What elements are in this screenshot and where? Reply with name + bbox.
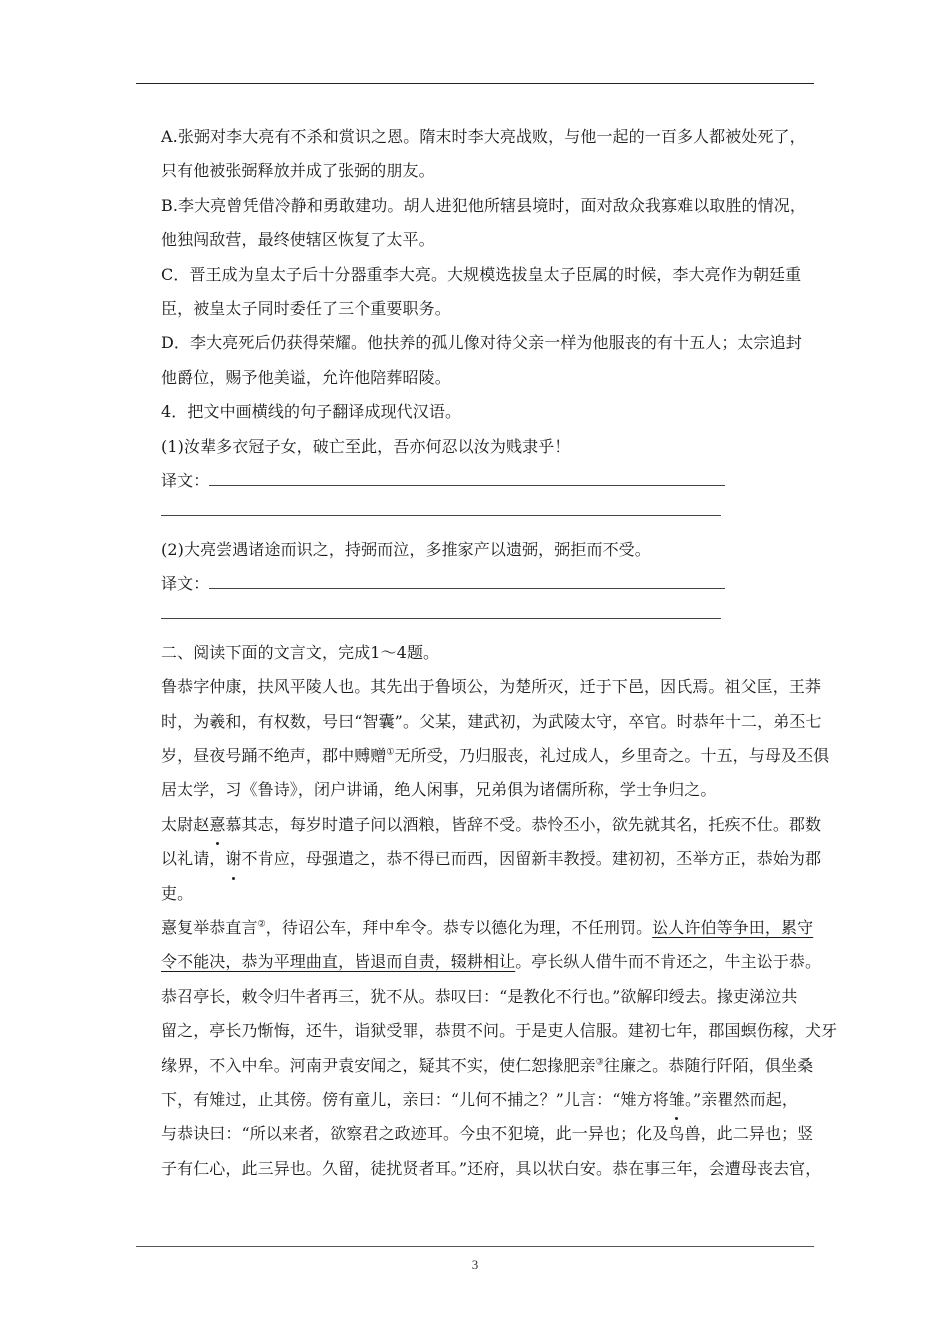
footnote-marker: ② [257, 919, 266, 930]
answer-row-1 [161, 464, 826, 498]
footnote-marker: ① [386, 747, 395, 758]
underlined-sentence: 令不能决，恭为平理曲直，皆退而自责，辍耕相让 [161, 952, 516, 972]
answer-row-2 [161, 567, 826, 601]
footnote-marker: ③ [595, 1057, 604, 1068]
passage-paragraph-1: 鲁恭字仲康，扶风平陵人也。其先出于鲁顷公，为楚所灭，迁于下邑，因氏焉。祖父匡，王莽 时，为羲和，有权数，号曰“智囊”。父某，建武初，为武陵太守，卒官。时恭年十二，弟丕七 岁，昼夜号踊不绝声，郡中赙赠①无所受，乃归服丧，礼过成人，乡里奇之。十五，与母及丕俱 居太学，习《鲁诗》，闭户讲诵，绝人闲事，兄弟俱为诸儒所称，学士争归之。 [161, 677, 830, 800]
answer-blank-line [209, 471, 725, 486]
answer-blank-line [161, 498, 721, 516]
option-d: D．李大亮死后仍获得荣耀。他扶养的孤儿像对待父亲一样为他服丧的有十五人；太宗追封 他爵位，赐予他美谥，允许他陪葬昭陵。 [161, 333, 802, 387]
answer-label: 译文： [161, 470, 210, 490]
option-c: C．晋王成为皇太子后十分器重李大亮。大规模选拔皇太子臣属的时候，李大亮作为朝廷重 臣，被皇太子同时委任了三个重要职务。 [161, 264, 802, 318]
translation-sentence-1: (1)汝辈多衣冠子女，破亡至此，吾亦何忍以汝为贱隶乎！ [161, 436, 571, 456]
answer-label: 译文： [161, 574, 210, 594]
option-b: B.李大亮曾凭借冷静和勇敢建功。胡人进犯他所辖县境时，面对敌众我寡难以取胜的情况， 他独闯敌营，最终使辖区恢复了太平。 [161, 195, 806, 250]
passage-paragraph-2: 太尉赵憙慕其志，每岁时遣子问以酒粮，皆辞不受。恭怜丕小，欲先就其名，托疾不仕。郡数 以礼请，谢不肯应，母强遣之，恭不得已而西，因留新丰教授。建初初，丕举方正，恭始为郡 吏。 [161, 808, 826, 911]
emphasis-dot-char: 雏 [669, 1083, 685, 1117]
page-body [161, 120, 838, 1186]
page-number: 3 [471, 1257, 479, 1272]
emphasis-dot-char: 谢 [225, 842, 241, 876]
header-rule [136, 83, 814, 84]
answer-blank-line [209, 574, 725, 589]
translation-sentence-2: (2)大亮尝遇诸途而识之，持弼而泣，多推家产以遗弼，弼拒而不受。 [161, 539, 651, 559]
question-4-title: 4．把文中画横线的句子翻译成现代汉语。 [161, 402, 462, 422]
answer-row-2b [161, 601, 826, 635]
answer-row-1b [161, 498, 826, 532]
emphasis-dot-char: 憙 [209, 808, 225, 842]
footer-rule [136, 1246, 814, 1247]
option-a: A.张弼对李大亮有不杀和赏识之恩。隋末时李大亮战败，与他一起的一百多人都被处死了， 只有他被张弼释放并成了张弼的朋友。 [161, 127, 806, 181]
passage-paragraph-3: 憙复举恭直言②，待诏公车，拜中牟令。恭专以德化为理，不任刑罚。讼人许伯等争田，累守 令不能决，恭为平理曲直，皆退而自责，辍耕相让。亭长纵人借牛而不肯还之，牛主讼于恭。 恭召亭长，敕令归牛者再三，犹不从。恭叹曰：“是教化不行也。”欲解印绶去。掾吏涕泣共 留之，亭长乃惭悔，还牛，诣狱受罪，恭贯不问。于是吏人信服。建初七年，郡国螟伤稼，犬牙 缘界，不入中牟。河南尹袁安闻之，疑其不实，使仁恕掾肥亲③往廉之。恭随行阡陌，俱坐桑 下，有雉过，止其傍。傍有童儿，亲曰：“儿何不捕之？”儿言：“雉方将雏。”亲瞿然而起， 与恭诀曰：“所以来者，欲察君之政迹耳。今虫不犯境，此一异也；化及鸟兽，此二异也；竖 子有仁心，此三异也。久留，徒扰贤者耳。”还府，具以状白安。恭在事三年，会遭母丧去官， [161, 917, 838, 1178]
section-2-title: 二、阅读下面的文言文，完成1～4题。 [161, 642, 440, 662]
underlined-sentence: 讼人许伯等争田，累守 [652, 917, 814, 937]
answer-blank-line [161, 601, 721, 619]
